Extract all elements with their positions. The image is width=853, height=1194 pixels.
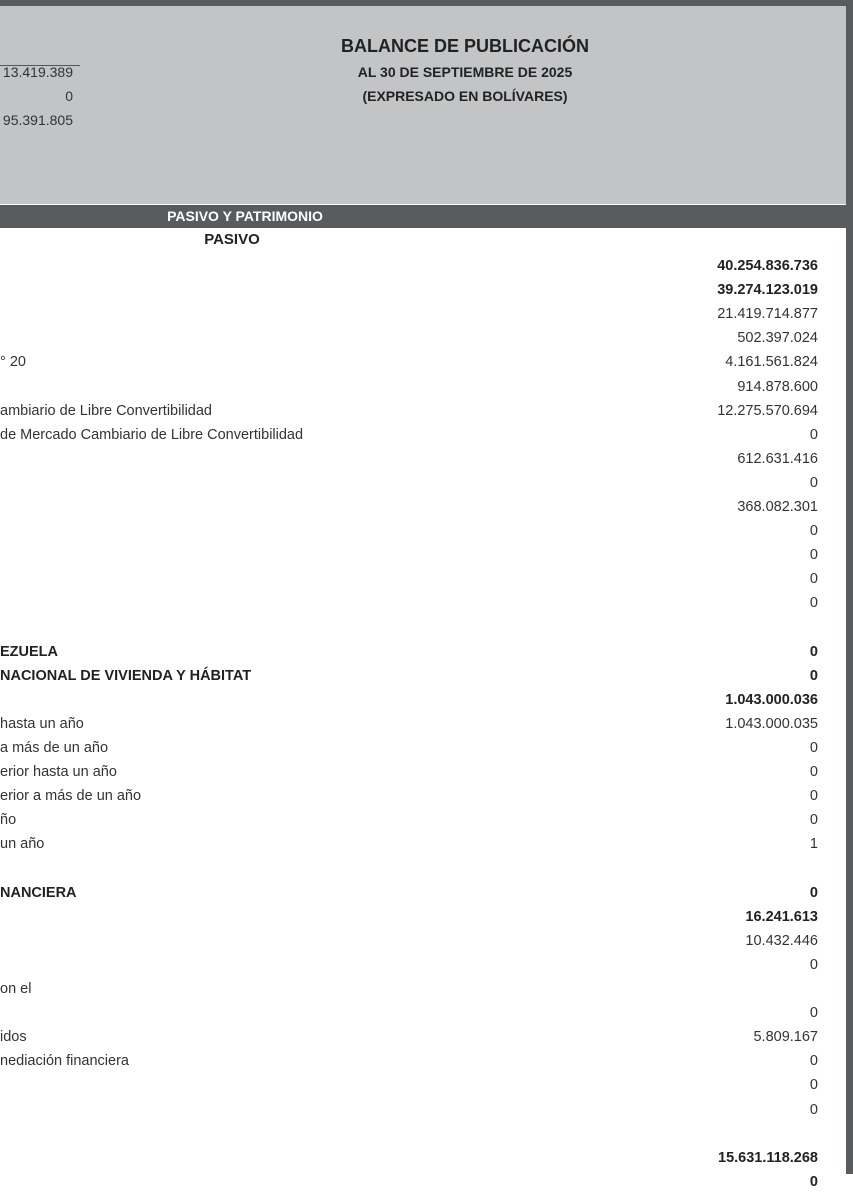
table-row xyxy=(0,375,818,399)
table-row xyxy=(0,399,818,423)
table-row xyxy=(0,881,818,905)
table-row xyxy=(0,423,818,447)
table-row xyxy=(0,1146,818,1170)
row-label: NANCIERA xyxy=(0,884,77,901)
row-value: 0 xyxy=(809,1101,818,1118)
row-label: a más de un año xyxy=(0,740,109,756)
table-row xyxy=(0,664,818,688)
table-row xyxy=(0,1025,818,1049)
row-value: 612.631.416 xyxy=(737,450,818,467)
row-value: 10.432.446 xyxy=(745,932,818,949)
row-value: 0 xyxy=(809,1053,818,1070)
row-value: 0 xyxy=(809,740,818,756)
section-subtitle: PASIVO xyxy=(204,231,260,248)
table-row xyxy=(0,1049,818,1073)
left-value: 0 xyxy=(65,88,73,104)
row-value: 1.043.000.035 xyxy=(725,715,818,732)
row-label: erior hasta un año xyxy=(0,764,117,781)
row-value: 21.419.714.877 xyxy=(717,306,818,323)
table-row xyxy=(0,905,818,929)
row-label: erior a más de un año xyxy=(0,788,142,805)
table-row xyxy=(0,1001,818,1025)
table-row xyxy=(0,302,818,326)
header-panel xyxy=(0,6,846,204)
table-row xyxy=(0,760,818,784)
row-value: 39.274.123.019 xyxy=(717,282,818,299)
row-value: 5.809.167 xyxy=(753,1029,818,1046)
report-title: BALANCE DE PUBLICACIÓN xyxy=(340,36,589,56)
row-value: 0 xyxy=(809,643,818,660)
row-value: 12.275.570.694 xyxy=(717,402,818,419)
table-row xyxy=(0,519,818,543)
report-date: AL 30 DE SEPTIEMBRE DE 2025 xyxy=(357,64,573,80)
table-row xyxy=(0,616,818,640)
table-row xyxy=(0,447,818,471)
row-value: 0 xyxy=(809,426,818,443)
table-row xyxy=(0,640,818,664)
table-row xyxy=(0,495,818,519)
table-row xyxy=(0,736,818,760)
table-row xyxy=(0,953,818,977)
table-row xyxy=(0,350,818,374)
row-value: 1.043.000.036 xyxy=(725,691,818,708)
row-value: 0 xyxy=(809,595,818,612)
row-value: 0 xyxy=(809,884,818,901)
row-value: 0 xyxy=(809,1077,818,1094)
row-value: 1 xyxy=(809,836,818,853)
table-row xyxy=(0,471,818,495)
row-label: idos xyxy=(0,1029,27,1046)
row-value: 0 xyxy=(809,1173,818,1190)
table-row xyxy=(0,784,818,808)
table-row xyxy=(0,1122,818,1146)
row-value: 16.241.613 xyxy=(745,908,818,925)
row-value: 0 xyxy=(809,523,818,540)
row-value: 502.397.024 xyxy=(737,330,818,347)
section-bar-label: PASIVO Y PATRIMONIO xyxy=(167,208,323,224)
row-value: 0 xyxy=(809,547,818,564)
row-value: 0 xyxy=(809,956,818,973)
row-label: hasta un año xyxy=(0,715,84,732)
table-row xyxy=(0,832,818,856)
table-row xyxy=(0,1098,818,1122)
row-label: ño xyxy=(0,812,17,829)
row-value: 0 xyxy=(809,1005,818,1022)
table-row xyxy=(0,1073,818,1097)
row-label: ambiario de Libre Convertibilidad xyxy=(0,402,212,419)
left-value: 95.391.805 xyxy=(2,112,73,128)
report-currency: (EXPRESADO EN BOLÍVARES) xyxy=(362,88,568,104)
row-value: 0 xyxy=(809,788,818,805)
table-row xyxy=(0,688,818,712)
row-value: 0 xyxy=(809,764,818,781)
row-value: 368.082.301 xyxy=(737,499,818,515)
row-label: on el xyxy=(0,981,32,997)
table-row xyxy=(0,567,818,591)
table-row xyxy=(0,712,818,736)
table-row xyxy=(0,808,818,832)
row-label: nediación financiera xyxy=(0,1053,129,1070)
table-row xyxy=(0,1170,818,1194)
table-row xyxy=(0,254,818,278)
table-row xyxy=(0,977,818,1001)
section-bar xyxy=(0,205,846,228)
table-row xyxy=(0,278,818,302)
row-value: 4.161.561.824 xyxy=(725,354,818,371)
row-value: 0 xyxy=(809,667,818,684)
row-value: 0 xyxy=(809,812,818,829)
table-row xyxy=(0,543,818,567)
row-label: ° 20 xyxy=(0,354,26,371)
row-value: 914.878.600 xyxy=(737,378,818,395)
table-row xyxy=(0,929,818,953)
row-value: 0 xyxy=(809,571,818,588)
row-label: EZUELA xyxy=(0,643,58,660)
left-value: 13.419.389 xyxy=(2,64,73,80)
row-value: 40.254.836.736 xyxy=(717,258,818,274)
table-row xyxy=(0,326,818,350)
row-value: 15.631.118.268 xyxy=(718,1149,818,1166)
row-value: 0 xyxy=(809,474,818,491)
row-label: de Mercado Cambiario de Libre Convertibilidad xyxy=(0,426,304,443)
table-row xyxy=(0,591,818,615)
right-frame-border xyxy=(846,0,853,1174)
row-label: un año xyxy=(0,836,45,853)
table-row xyxy=(0,857,818,881)
row-label: NACIONAL DE VIVIENDA Y HÁBITAT xyxy=(0,667,252,684)
